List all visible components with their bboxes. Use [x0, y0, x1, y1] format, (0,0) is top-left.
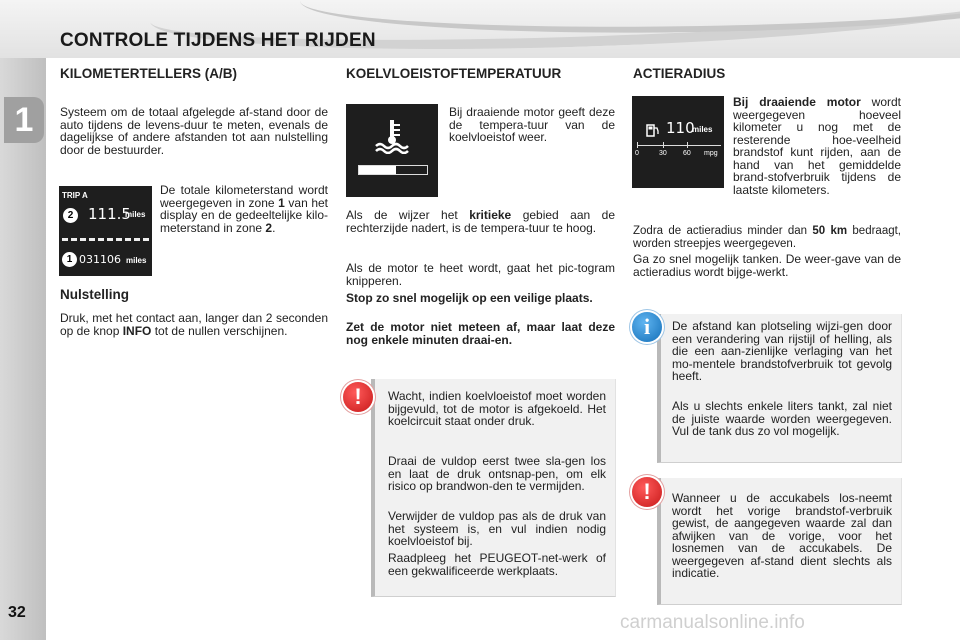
section-heading-odometers: KILOMETERTELLERS (A/B) [60, 66, 237, 81]
total-distance-unit: miles [126, 256, 147, 265]
range-unit: miles [692, 125, 713, 134]
exclamation-icon: ! [632, 477, 662, 507]
range-warning-p1: Wanneer u de accukabels los-neemt wordt het vorige brandstof-verbruik gewist, de aangegeven waarde zal dan afwijken van de vorige, voor het losnemen van de accukabels. De weergegeven af-stand dient slechts als indicatie. [672, 491, 892, 580]
coolant-warning-p2: Draai de vuldop eerst twee sla-gen los en laat de druk ontsnap-pen, om elk risico op brandwon-den te vermijden. [388, 454, 606, 493]
zone2-marker: 2 [63, 208, 78, 223]
scale-label: 60 [683, 150, 691, 157]
coolant-temperature-icon [372, 118, 412, 154]
reset-heading: Nulstelling [60, 287, 130, 302]
coolant-keep-running-text: Zet de motor niet meteen af, maar laat deze nog enkele minuten draai-en. [346, 320, 615, 347]
section-heading-range: ACTIERADIUS [633, 66, 726, 81]
watermark: carmanualsonline.info [620, 612, 805, 633]
coolant-gauge-bar [358, 165, 428, 175]
chapter-sidebar [0, 58, 46, 640]
page-number: 32 [8, 604, 26, 621]
range-info-p2: Als u slechts enkele liters tankt, zal niet de juiste waarde worden weergegeven. Vul de tank dus zo vol mogelijk. [672, 399, 892, 438]
coolant-warning-p3: Verwijder de vuldop pas als de druk van het systeem is, en vul indien nodig koelvloeistof bij. [388, 509, 606, 548]
range-display-image [632, 96, 724, 188]
trip-distance-value: 111.5 [88, 205, 131, 223]
odometer-display-image [59, 186, 152, 276]
range-value: 110 [666, 119, 695, 137]
coolant-display-image [346, 104, 438, 197]
scale-tick [687, 142, 688, 148]
display-divider [62, 238, 149, 241]
odometer-intro: Systeem om de totaal afgelegde af-stand door de auto tijdens de levens-duur te meten, evenals de dagelijkse of andere afstanden tot aan nulstelling door de bestuurder. [60, 105, 328, 157]
range-info-p1: De afstand kan plotseling wijzi-gen door een verandering van rijstijl of helling, als die een aan-zienlijke verlaging van het mo-mentele brandstofverbruik tot gevolg heeft. [672, 319, 892, 383]
scale-tick [663, 142, 664, 148]
zone1-marker: 1 [62, 252, 77, 267]
range-side-text: Bij draaiende motor wordt weergegeven hoeveel kilometer u nog met de resterende hoe-veelheid brandstof kunt rijden, aan de hand van het gemiddelde brand-stofverbruik tijdens de laatste kilometers. [733, 95, 902, 197]
fuel-pump-icon [646, 123, 660, 137]
odometer-zones-text: De totale kilometerstand wordt weergegeven in zone 1 van het display en de gedeeltelijke kilo-meterstand in zone 2. [160, 183, 329, 235]
trip-label: TRIP A [62, 191, 88, 200]
total-distance-value: 031106 [79, 253, 121, 266]
zone-1-ref: 1 [278, 195, 285, 210]
scale-unit: mpg [704, 150, 718, 157]
info-button-label: INFO [122, 323, 152, 338]
coolant-flash-text: Als de motor te heet wordt, gaat het pic-togram knipperen. [346, 261, 615, 288]
reset-text: Druk, met het contact aan, langer dan 2 seconden op de knop INFO tot de nullen verschijnen. [60, 311, 328, 338]
coolant-critical-text: Als de wijzer het kritieke gebied aan de rechterzijde nadert, is de tempera-tuur te hoog. [346, 208, 616, 235]
page-title: CONTROLE TIJDENS HET RIJDEN [60, 30, 376, 51]
range-dashes-text: Zodra de actieradius minder dan 50 km bedraagt, worden streepjes weergegeven. [633, 225, 902, 250]
scale-tick [637, 142, 638, 148]
scale-label: 0 [635, 150, 639, 157]
info-icon: i [632, 312, 662, 342]
coolant-side-text: Bij draaiende motor geeft deze de tempera-tuur van de koelvloeistof weer. [449, 105, 615, 144]
zone-2-ref: 2 [265, 220, 273, 235]
section-heading-coolant: KOELVLOEISTOFTEMPERATUUR [346, 66, 562, 81]
coolant-stop-text: Stop zo snel mogelijk op een veilige plaats. [346, 291, 593, 305]
coolant-gauge-fill [359, 166, 396, 174]
exclamation-icon: ! [343, 382, 373, 412]
coolant-warning-p1: Wacht, indien koelvloeistof moet worden bijgevuld, tot de motor is afgekoeld. Het koelcircuit staat onder druk. [388, 389, 606, 428]
range-refuel-text: Ga zo snel mogelijk tanken. De weer-gave van de actieradius wordt bijge-werkt. [633, 252, 901, 279]
coolant-warning-p4: Raadpleeg het PEUGEOT-net-werk of een gekwalificeerde werkplaats. [388, 551, 606, 578]
trip-distance-unit: miles [125, 210, 146, 219]
scale-label: 30 [659, 150, 667, 157]
consumption-scale [637, 145, 721, 146]
chapter-number: 1 [4, 97, 44, 143]
